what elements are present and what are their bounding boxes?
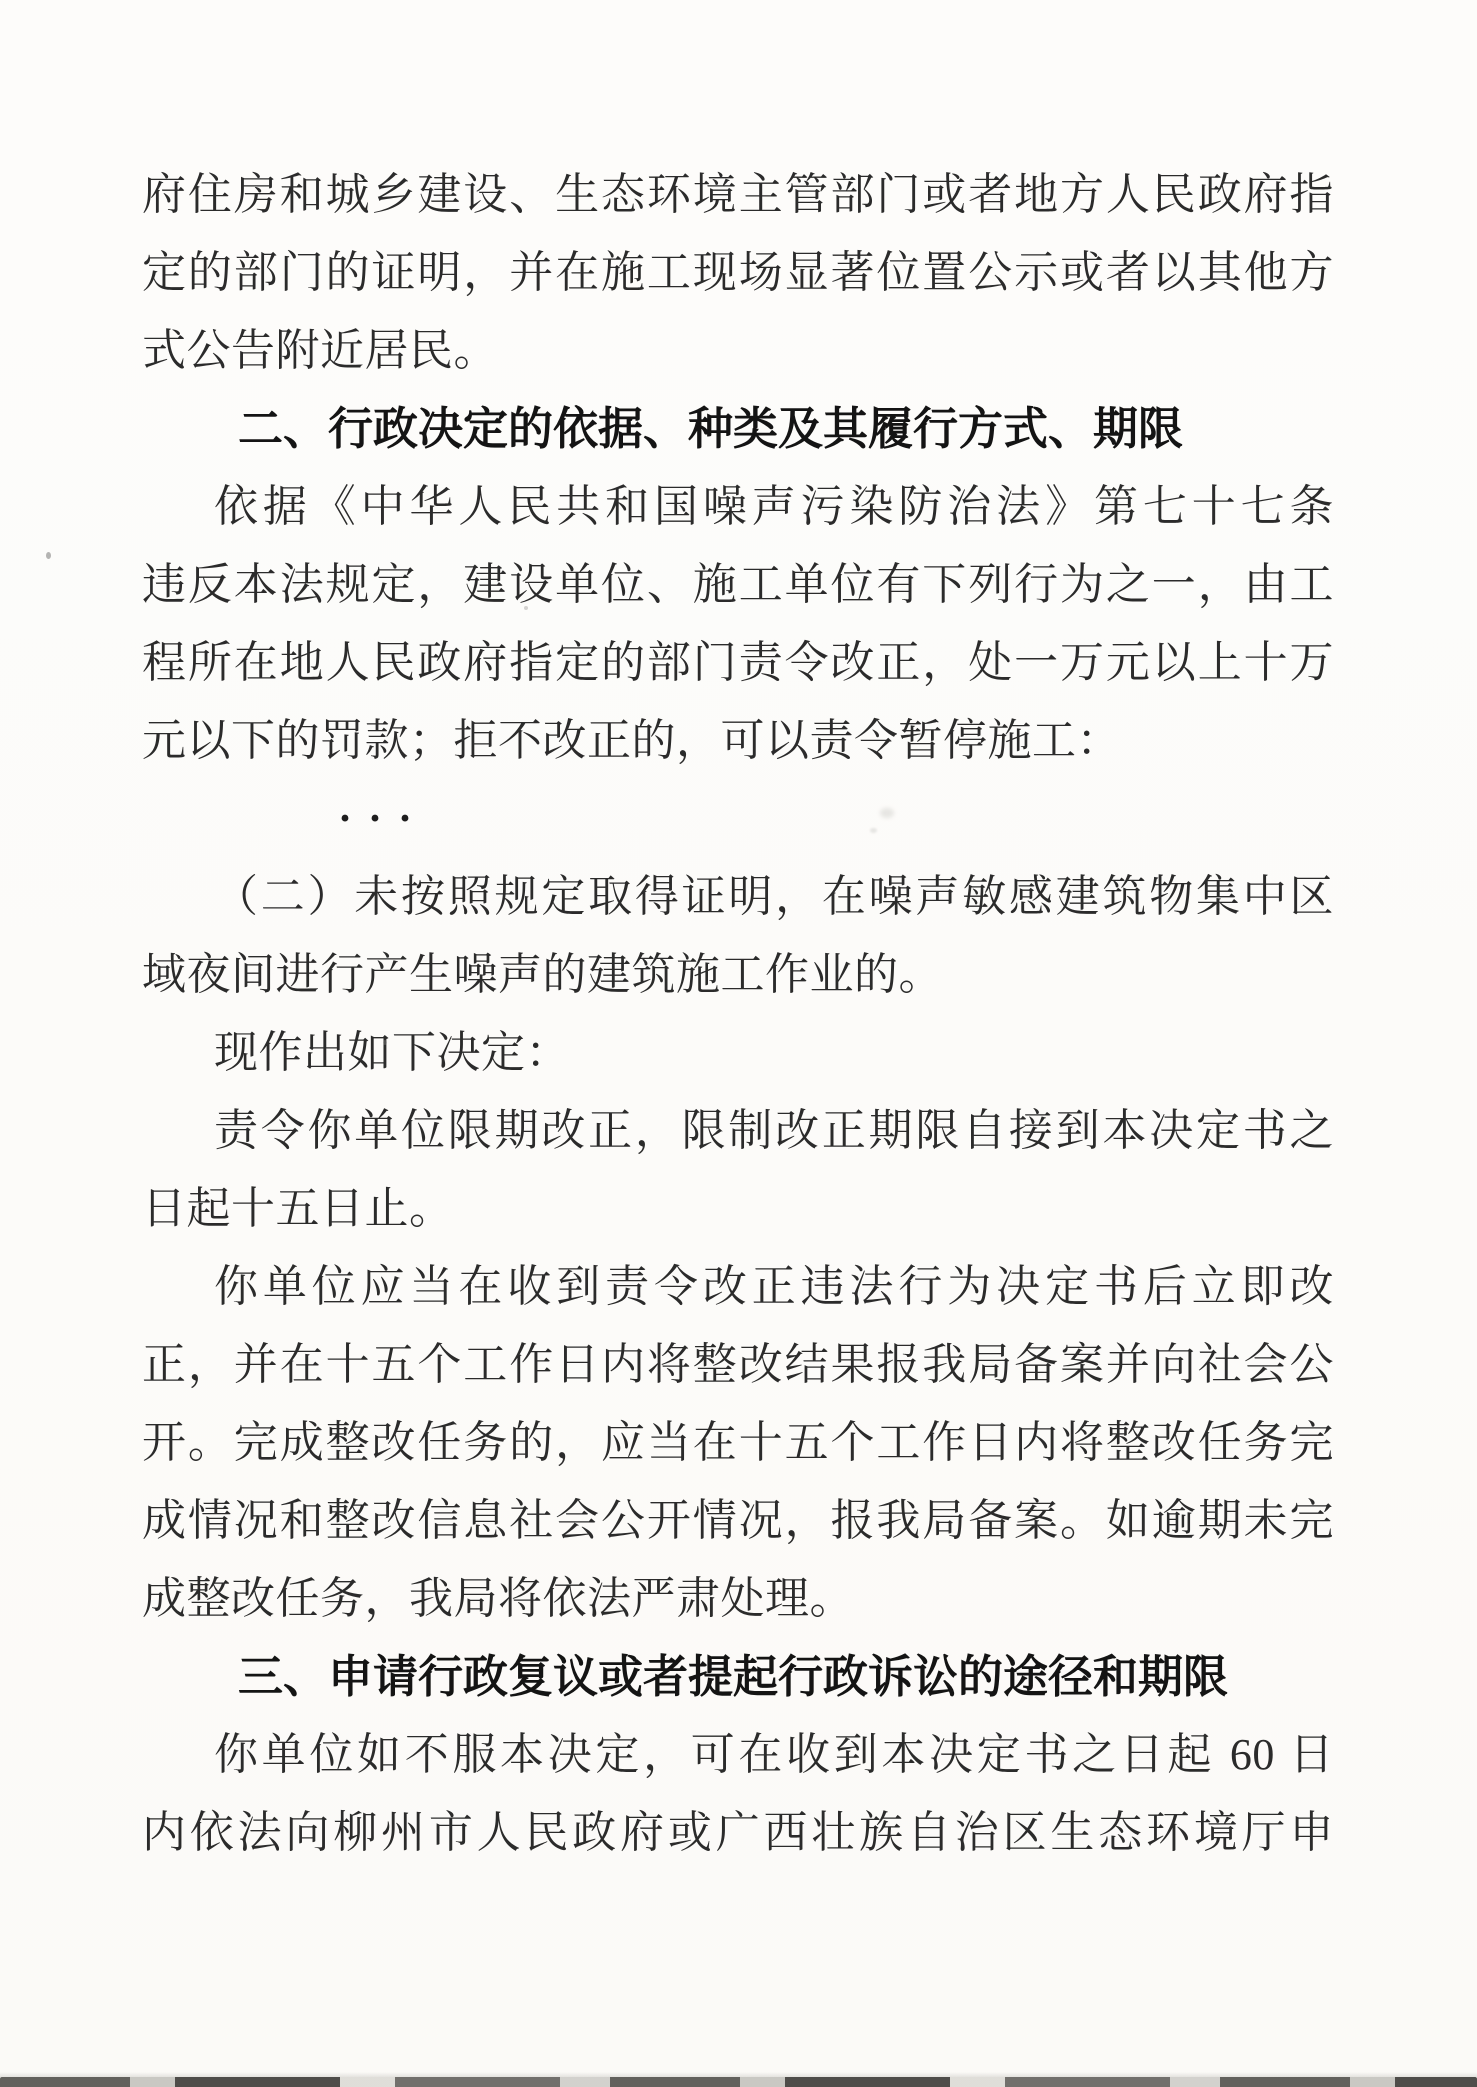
scan-speck: [524, 606, 528, 610]
text-line: 域夜间进行产生噪声的建筑施工作业的。: [142, 950, 943, 999]
scan-edge-artifact: [0, 2077, 1477, 2087]
text-line: 定的部门的证明，并在施工现场显著位置公示或者以其他方: [142, 248, 1334, 297]
scan-speck: [46, 552, 51, 559]
text-line: （二）未按照规定取得证明，在噪声敏感建筑物集中区: [214, 872, 1334, 921]
text-line: 府住房和城乡建设、生态环境主管部门或者地方人民政府指: [142, 170, 1334, 219]
text-line: 责令你单位限期改正，限制改正期限自接到本决定书之: [214, 1106, 1334, 1155]
text-line: 你单位如不服本决定，可在收到本决定书之日起 60 日: [214, 1730, 1334, 1779]
text-line: 违反本法规定，建设单位、施工单位有下列行为之一，由工: [142, 560, 1334, 609]
text-line: 正，并在十五个工作日内将整改结果报我局备案并向社会公: [142, 1340, 1334, 1389]
text-line: ···: [338, 796, 429, 842]
section-heading: 三、申请行政复议或者提起行政诉讼的途径和期限: [238, 1651, 1229, 1702]
document-body: [142, 156, 1334, 1872]
text-line: 开。完成整改任务的，应当在十五个工作日内将整改任务完: [142, 1418, 1334, 1467]
text-line: 程所在地人民政府指定的部门责令改正，处一万元以上十万: [142, 638, 1334, 687]
text-line: 你单位应当在收到责令改正违法行为决定书后立即改: [214, 1262, 1334, 1311]
text-line: 内依法向柳州市人民政府或广西壮族自治区生态环境厅申: [142, 1808, 1334, 1857]
scan-speck: [870, 828, 877, 833]
scan-speck: [880, 808, 894, 818]
text-line: 成整改任务，我局将依法严肃处理。: [142, 1574, 854, 1623]
text-line: 现作出如下决定：: [214, 1028, 570, 1077]
text-line: 依据《中华人民共和国噪声污染防治法》第七十七条: [214, 482, 1334, 531]
scan-speck: [383, 1040, 387, 1045]
text-line: 元以下的罚款；拒不改正的，可以责令暂停施工：: [142, 716, 1121, 765]
text-line: 成情况和整改信息社会公开情况，报我局备案。如逾期未完: [142, 1496, 1334, 1545]
text-line: 日起十五日止。: [142, 1184, 454, 1233]
section-heading: 二、行政决定的依据、种类及其履行方式、期限: [238, 403, 1184, 454]
text-line: 式公告附近居民。: [142, 326, 498, 375]
